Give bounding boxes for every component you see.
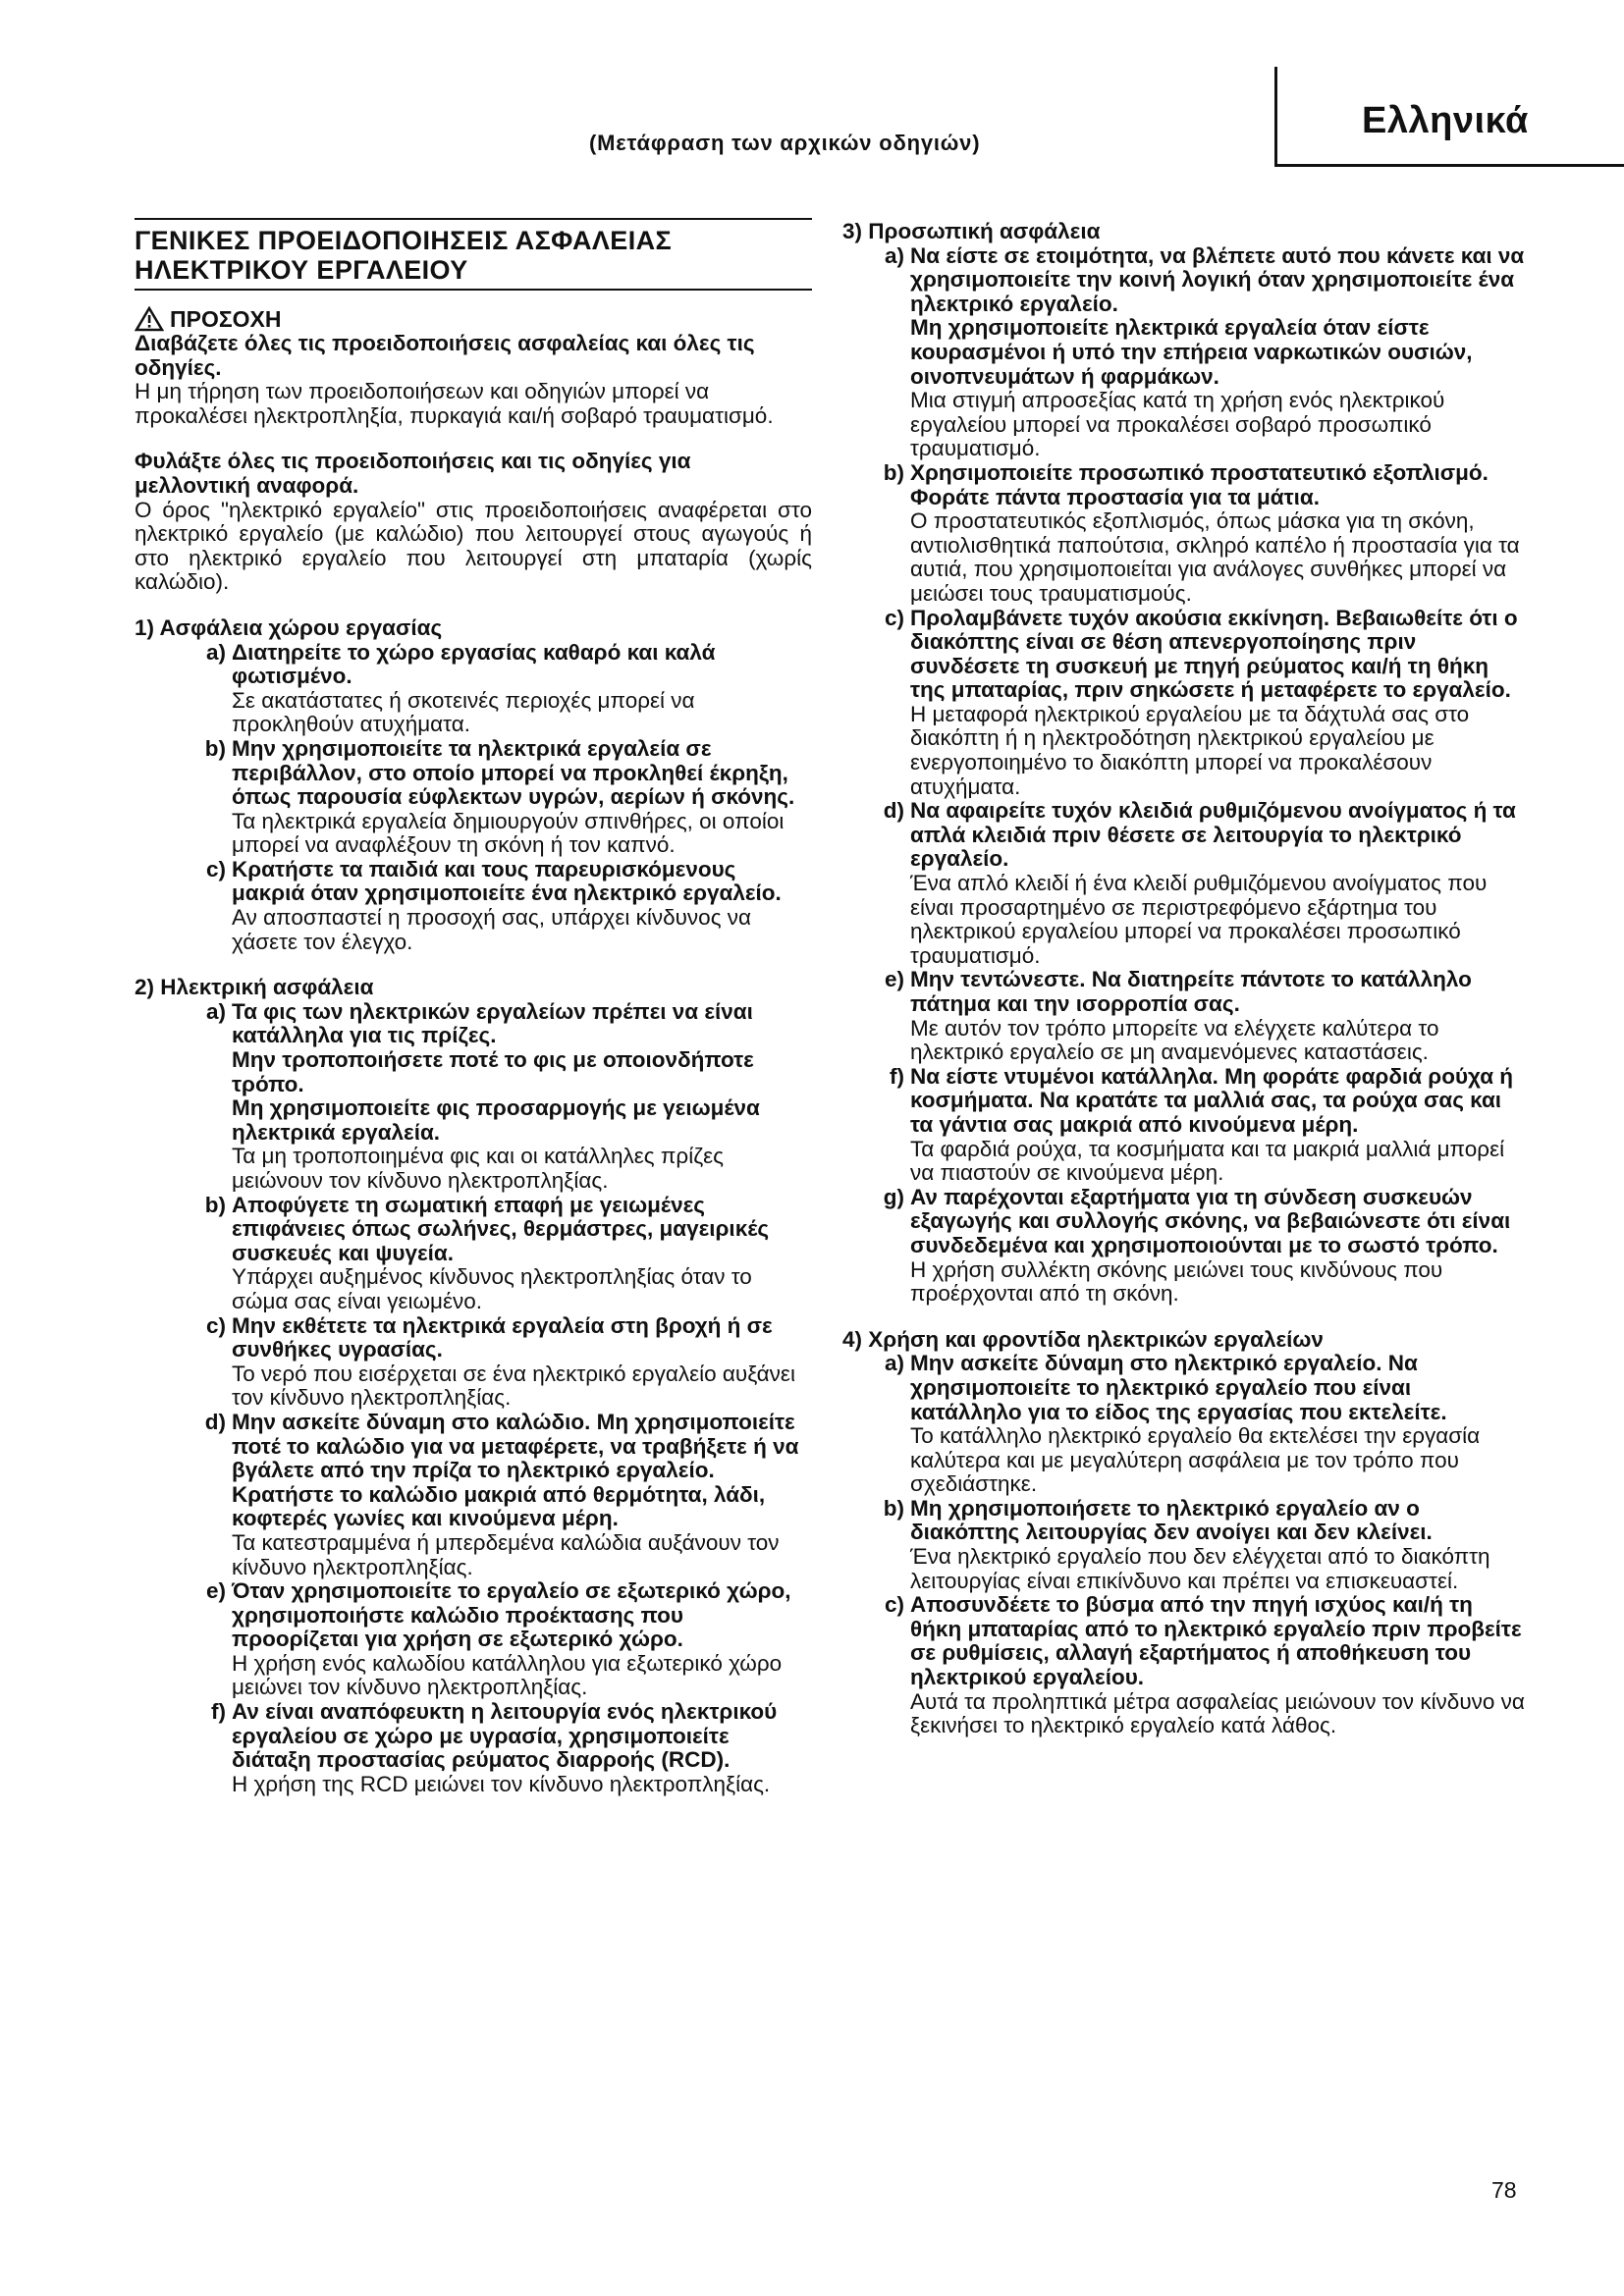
list-item: c) Προλαμβάνετε τυχόν ακούσια εκκίνηση. Βεβαιωθείτε ότι ο διακόπτης είναι σε θέση απενεργοποίησης πριν συνδέσετε τη συσκευή με πηγή ρεύματος και/ή τη θήκη της μπαταρίας, πριν σηκώσετε ή μεταφέρετε το εργαλείο. Η μεταφορά ηλεκτρικού εργαλείου με τα δάχτυλά σας στο διακόπτη ή η ηλεκτροδότηση ηλεκτρικού εργαλείου με ενεργοποιημένο το διακόπτη μπορεί να προκαλέσουν ατυχήματα. bbox=[884, 605, 1518, 799]
title-line-2: ΗΛΕΚΤΡΙΚΟΥ ΕΡΓΑΛΕΙΟΥ bbox=[135, 255, 468, 285]
language-label: Ελληνικά bbox=[1362, 100, 1529, 141]
list-item: b) Αποφύγετε τη σωματική επαφή με γειωμένες επιφάνειες όπως σωλήνες, θερμάστρες, μαγειρικές συσκευές και ψυγεία. Υπάρχει αυξημένος κίνδυνος ηλεκτροπληξίας όταν το σώμα σας είναι γειωμένο. bbox=[204, 1192, 770, 1313]
section-3-title: 3) Προσωπική ασφάλεια bbox=[842, 219, 1101, 243]
caution-text: Η μη τήρηση των προειδοποιήσεων και οδηγιών μπορεί να προκαλέσει ηλεκτροπληξία, πυρκαγιά και/ή σοβαρό τραυματισμό. bbox=[135, 379, 774, 428]
language-tab bbox=[1274, 67, 1624, 167]
list-item: c) Κρατήστε τα παιδιά και τους παρευρισκόμενους μακριά όταν χρησιμοποιείτε ένα ηλεκτρικό εργαλείο. Αν αποσπαστεί η προσοχή σας, υπάρχει κίνδυνος να χάσετε τον έλεγχο. bbox=[205, 856, 782, 954]
caution-bold: Διαβάζετε όλες τις προειδοποιήσεις ασφαλείας και όλες τις οδηγίες. bbox=[135, 331, 755, 380]
list-item: a) Τα φις των ηλεκτρικών εργαλείων πρέπει να είναι κατάλληλα για τις πρίζες. Μην τροποποιήσετε ποτέ το φις με οποιονδήποτε τρόπο. Μη χρησιμοποιείτε φις προσαρμογής με γειωμένα ηλεκτρικά εργαλεία. Τα μη τροποποιημένα φις και οι κατάλληλες πρίζες μειώνουν τον κίνδυνο ηλεκτροπληξίας. bbox=[205, 998, 760, 1193]
right-column bbox=[842, 219, 1528, 1738]
list-item: g) Αν παρέχονται εξαρτήματα για τη σύνδεση συσκευών εξαγωγής και συλλογής σκόνης, να βεβαιώνεστε ότι είναι συνδεδεμένα και χρησιμοποιούνται με το σωστό τρόπο. Η χρήση συλλέκτη σκόνης μειώνει τους κινδύνους που προέρχονται από τη σκόνη. bbox=[883, 1184, 1511, 1307]
caution-heading bbox=[135, 306, 812, 332]
list-item: a) Μην ασκείτε δύναμη στο ηλεκτρικό εργαλείο. Να χρησιμοποιείτε το ηλεκτρικό εργαλείο που είναι κατάλληλο για το είδος της εργασίας που εκτελείτε. Το κατάλληλο ηλεκτρικό εργαλείο θα εκτελέσει την εργασία καλύτερα και με μεγαλύτερη ασφάλεια με τον τρόπο που σχεδιάστηκε. bbox=[884, 1351, 1481, 1497]
list-item: e) Μην τεντώνεστε. Να διατηρείτε πάντοτε το κατάλληλο πάτημα και την ισορροπία σας. Με αυτόν τον τρόπο μπορείτε να ελέγχετε καλύτερα το ηλεκτρικό εργαλείο σε μη αναμενόμενες καταστάσεις. bbox=[884, 967, 1472, 1065]
list-item: e) Όταν χρησιμοποιείτε το εργαλείο σε εξωτερικό χώρο, χρησιμοποιήστε καλώδιο προέκτασης που προορίζεται για χρήση σε εξωτερικό χώρο. Η χρήση ενός καλωδίου κατάλληλου για εξωτερικό χώρο μειώνει τον κίνδυνο ηλεκτροπληξίας. bbox=[205, 1578, 791, 1700]
list-item: f) Να είστε ντυμένοι κατάλληλα. Μη φοράτε φαρδιά ρούχα ή κοσμήματα. Να κρατάτε τα μαλλιά σας, τα ρούχα σας και τα γάντια σας μακριά από κινούμενα μέρη. Τα φαρδιά ρούχα, τα κοσμήματα και τα μακριά μαλλιά μπορεί να πιαστούν σε κινούμενα μέρη. bbox=[890, 1063, 1514, 1186]
list-item: f) Αν είναι αναπόφευκτη η λειτουργία ενός ηλεκτρικού εργαλείου σε χώρο με υγρασία, χρησιμοποιείτε διάταξη προστασίας ρεύματος διαρροής (RCD). Η χρήση της RCD μειώνει τον κίνδυνο ηλεκτροπληξίας. bbox=[211, 1699, 778, 1796]
list-item: c) Μην εκθέτετε τα ηλεκτρικά εργαλεία στη βροχή ή σε συνθήκες υγρασίας. Το νερό που εισέρχεται σε ένα ηλεκτρικό εργαλείο αυξάνει τον κίνδυνο ηλεκτροπληξίας. bbox=[205, 1312, 795, 1411]
left-column bbox=[135, 218, 812, 1796]
translation-note: (Μετάφραση των αρχικών οδηγιών) bbox=[589, 131, 981, 155]
list-item: d) Να αφαιρείτε τυχόν κλειδιά ρυθμιζόμενου ανοίγματος ή τα απλά κλειδιά πριν θέσετε σε λειτουργία το ηλεκτρικό εργαλείο. Ένα απλό κλειδί ή ένα κλειδί ρυθμιζόμενου ανοίγματος που είναι προσαρτημένο σε περιστρεφόμενο εξάρτημα του ηλεκτρικού εργαλείου μπορεί να προκαλέσει προσωπικό τραυματισμό. bbox=[883, 798, 1516, 968]
caution-label: ΠΡΟΣΟΧΗ bbox=[170, 305, 282, 332]
list-item: b) Χρησιμοποιείτε προσωπικό προστατευτικό εξοπλισμό. Φοράτε πάντα προστασία για τα μάτια. Ο προστατευτικός εξοπλισμός, όπως μάσκα για τη σκόνη, αντιολισθητικά παπούτσια, σκληρό καπέλο ή προστασία για τα αυτιά, που χρησιμοποιείται για ανάλογες συνθήκες μπορεί να μειώσει τους τραυματισμούς. bbox=[883, 459, 1520, 606]
section-4-title: 4) Χρήση και φροντίδα ηλεκτρικών εργαλείων bbox=[842, 1326, 1324, 1352]
section-2 bbox=[135, 976, 812, 1796]
warning-triangle-icon bbox=[135, 306, 164, 332]
section-1-title: 1) Ασφάλεια χώρου εργασίας bbox=[135, 614, 443, 640]
title-line-1: ΓΕΝΙΚΕΣ ΠΡΟΕΙΔΟΠΟΙΗΣΕΙΣ ΑΣΦΑΛΕΙΑΣ bbox=[135, 226, 673, 255]
keep-text: Ο όρος "ηλεκτρικό εργαλείο" στις προειδοποιήσεις αναφέρεται στο ηλεκτρικό εργαλείο (με καλώδιο) που λειτουργεί στους αγωγούς ή στο ηλεκτρικό εργαλείο που λειτουργεί στη μπαταρία (χωρίς καλώδιο). bbox=[135, 497, 812, 595]
list-item: a) Να είστε σε ετοιμότητα, να βλέπετε αυτό που κάνετε και να χρησιμοποιείτε την κοινή λογική όταν χρησιμοποιείτε ένα ηλεκτρικό εργαλείο. Μη χρησιμοποιείτε ηλεκτρικά εργαλεία όταν είστε κουρασμένοι ή υπό την επήρεια ναρκωτικών ουσιών, οινοπνευμάτων ή φαρμάκων. Μια στιγμή απροσεξίας κατά τη χρήση ενός ηλεκτρικού εργαλείου μπορεί να προκαλέσει σοβαρό προσωπικό τραυματισμό. bbox=[884, 242, 1525, 461]
page-number: 78 bbox=[1491, 2177, 1517, 2203]
list-item: c) Αποσυνδέετε το βύσμα από την πηγή ισχύος και/ή τη θήκη μπαταρίας από το ηλεκτρικό εργαλείο πριν προβείτε σε ρυθμίσεις, αλλαγή εξαρτήματος ή αποθήκευση του ηλεκτρικού εργαλείου. Αυτά τα προληπτικά μέτρα ασφαλείας μειώνουν τον κίνδυνο να ξεκινήσει το ηλεκτρικό εργαλείο κατά λάθος. bbox=[884, 1592, 1525, 1738]
keep-bold: Φυλάξτε όλες τις προειδοποιήσεις και τις οδηγίες για μελλοντική αναφορά. bbox=[135, 449, 691, 498]
section-title bbox=[135, 218, 812, 291]
section-4 bbox=[842, 1326, 1528, 1738]
list-item: d) Μην ασκείτε δύναμη στο καλώδιο. Μη χρησιμοποιείτε ποτέ το καλώδιο για να μεταφέρετε, να τραβήξετε ή να βγάλετε από την πρίζα το ηλεκτρικό εργαλείο. Κρατήστε το καλώδιο μακριά από θερμότητα, λάδι, κοφτερές γωνίες και κινούμενα μέρη. Τα κατεστραμμένα ή μπερδεμένα καλώδια αυξάνουν τον κίνδυνο ηλεκτροπληξίας. bbox=[204, 1409, 799, 1579]
section-1 bbox=[135, 616, 812, 954]
list-item: a) Διατηρείτε το χώρο εργασίας καθαρό και καλά φωτισμένο. Σε ακατάστατες ή σκοτεινές περιοχές μπορεί να προκληθούν ατυχήματα. bbox=[205, 639, 716, 737]
list-item: b) Μην χρησιμοποιείτε τα ηλεκτρικά εργαλεία σε περιβάλλον, στο οποίο μπορεί να προκληθεί έκρηξη, όπως παρουσία εύφλεκτων υγρών, αερίων ή σκόνης. Τα ηλεκτρικά εργαλεία δημιουργούν σπινθήρες, οι οποίοι μπορεί να αναφλέξουν τη σκόνη ή τον καπνό. bbox=[204, 735, 795, 858]
list-item: b) Μη χρησιμοποιήσετε το ηλεκτρικό εργαλείο αν ο διακόπτης λειτουργίας δεν ανοίγει και δεν κλείνει. Ένα ηλεκτρικό εργαλείο που δεν ελέγχεται από το διακόπτη λειτουργίας είναι επικίνδυνο και πρέπει να επισκευαστεί. bbox=[883, 1495, 1490, 1593]
section-3 bbox=[842, 219, 1528, 1307]
section-2-title: 2) Ηλεκτρική ασφάλεια bbox=[135, 975, 374, 1000]
